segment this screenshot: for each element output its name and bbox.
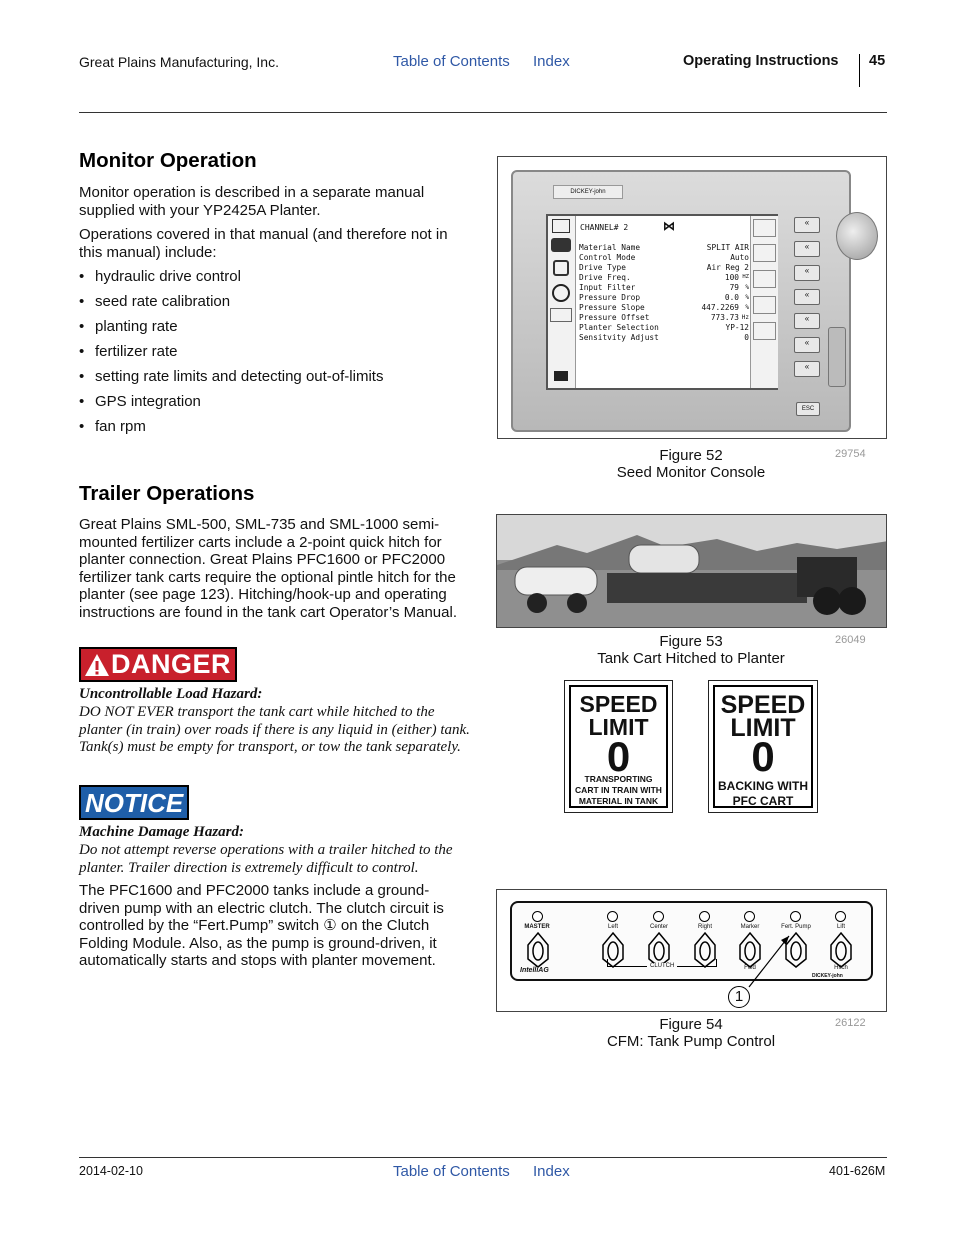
figure-52-image <box>497 156 887 439</box>
console-screen <box>546 214 778 390</box>
screen-channel: CHANNEL# 2 <box>580 223 629 232</box>
intelliag-icon <box>550 308 572 322</box>
row-value: 447.2269 <box>701 303 739 312</box>
figure-52-caption: Seed Monitor Console <box>616 464 766 481</box>
row-label: Drive Freq. <box>579 273 631 282</box>
console-button: « <box>794 313 820 329</box>
row-value: 0 <box>744 333 749 342</box>
console-button: « <box>794 265 820 281</box>
figure-54-caption: CFM: Tank Pump Control <box>606 1033 776 1050</box>
notice-text: NOTICE <box>85 788 184 818</box>
switch-label: Marker <box>740 924 760 930</box>
console-knob <box>836 212 878 260</box>
danger-label <box>79 647 237 682</box>
switch-bottom-label: Hitch <box>834 965 848 971</box>
sign-sub-1: BACKING WITH <box>718 779 808 793</box>
footer-toc-link[interactable]: Table of Contents <box>393 1163 510 1180</box>
danger-title: Uncontrollable Load Hazard: <box>79 686 263 702</box>
row-value: SPLIT AIR <box>706 243 749 252</box>
figure-54-number: Figure 54 <box>659 1016 723 1033</box>
monitor-heading: Monitor Operation <box>79 149 257 172</box>
dickey-john-logo: DICKEY-john <box>812 973 843 979</box>
sign-sub-2: CART IN TRAIN WITH <box>575 785 662 795</box>
footer-rule <box>79 1157 887 1158</box>
figure-52-number: Figure 52 <box>659 447 723 464</box>
notice-text-body: Do not attempt reverse operations with a trailer hitched to the planter. Trailer direction is extremely difficult to control. <box>79 842 453 876</box>
sign-sub-3: MATERIAL IN TANK <box>578 796 659 806</box>
sign-speed: SPEED <box>579 691 658 717</box>
console-handle <box>828 327 846 387</box>
callout-leader <box>497 890 887 1012</box>
console-brand: DICKEY-john <box>553 185 623 199</box>
console-button: « <box>794 217 820 233</box>
steering-wheel-icon <box>552 284 570 302</box>
sign-number: 0 <box>606 733 631 780</box>
header-index-link[interactable]: Index <box>533 53 570 70</box>
camera-icon <box>554 371 568 381</box>
row-value: 79 <box>729 283 739 292</box>
speed-limit-sign-backing <box>708 680 818 813</box>
figure-52-id: 29754 <box>835 448 866 460</box>
figure-53-id: 26049 <box>835 634 866 646</box>
row-label: Drive Type <box>579 263 626 272</box>
row-label: Control Mode <box>579 253 636 262</box>
sidebar-rec-icon <box>552 219 570 233</box>
figure-54-id: 26122 <box>835 1017 866 1029</box>
trailer-heading: Trailer Operations <box>79 482 255 505</box>
figure-53-image <box>496 514 887 628</box>
company-name: Great Plains Manufacturing, Inc. <box>79 54 279 70</box>
sign-number: 0 <box>751 733 775 780</box>
softkey-label <box>753 270 776 288</box>
softkey-label <box>753 219 776 237</box>
notice-label <box>79 785 189 820</box>
row-label: Sensitvity Adjust <box>579 333 659 342</box>
row-value: 0.0 <box>724 293 739 302</box>
tank-cart-photo <box>497 515 887 628</box>
sign-border <box>713 685 813 808</box>
row-label: Planter Selection <box>579 323 659 332</box>
sign-limit: LIMIT <box>730 714 796 742</box>
footer-date: 2014-02-10 <box>79 1164 143 1178</box>
clutch-label: CLUTCH <box>647 963 677 969</box>
row-unit: % <box>745 304 749 311</box>
screen-sidebar <box>548 216 576 388</box>
switch-label: Lift <box>836 924 845 930</box>
switch-label: Fert. Pump <box>781 924 811 930</box>
monitor-para-1: Monitor operation is described in a separate manual supplied with your YP2425A Planter. <box>79 184 425 219</box>
console-button: « <box>794 361 820 377</box>
row-label: Material Name <box>579 243 641 252</box>
footer-index-link[interactable]: Index <box>533 1163 570 1180</box>
footer-doc-number: 401-626M <box>829 1164 886 1178</box>
page-number: 45 <box>869 53 886 69</box>
header-toc-link[interactable]: Table of Contents <box>393 53 510 70</box>
switch-label: Right <box>697 924 712 930</box>
row-unit: % <box>745 284 749 291</box>
pfc-para: The PFC1600 and PFC2000 tanks include a ground-driven pump with an electric clutch. The clutch circuit is controlled by the “Fert.Pump” switch ① on the Clutch Folding Module. Also, as the pump is ground-driven, it automatically starts and stops with planter movement. <box>79 882 444 969</box>
row-unit: HZ <box>742 274 749 280</box>
row-value: Auto <box>730 253 749 262</box>
row-label: Pressure Slope <box>579 303 645 312</box>
sign-sub-1: TRANSPORTING <box>584 774 653 784</box>
sign-speed: SPEED <box>720 691 806 719</box>
row-value: 773.73 <box>710 313 739 322</box>
row-label: Pressure Drop <box>579 293 641 302</box>
screen-softkeys <box>750 216 778 388</box>
softkey-label <box>753 296 776 314</box>
danger-text-body: DO NOT EVER transport the tank cart while hitched to the planter (in train) over roads if there is any liquid in (either) tank. Tank(s) must be empty for transport, or tow the tank separately. <box>79 704 470 755</box>
console-button: « <box>794 241 820 257</box>
row-unit: Hz <box>741 314 749 321</box>
softkey-label <box>753 322 776 340</box>
row-label: Input Filter <box>579 283 636 292</box>
valve-icon: ⋈ <box>663 219 675 233</box>
figure-54-image <box>496 889 887 1012</box>
callout-1: 1 <box>728 986 750 1008</box>
switch-label: Left <box>607 924 618 930</box>
row-value: Air Reg 2 <box>706 263 749 272</box>
row-label: Pressure Offset <box>579 313 650 322</box>
warning-icon <box>84 653 110 677</box>
switch-label: Center <box>649 924 668 930</box>
danger-text: DANGER <box>111 649 232 679</box>
intelliag-logo: IntelliAG <box>520 967 549 974</box>
satellite-icon <box>553 260 569 276</box>
header-rule <box>79 112 887 113</box>
row-unit: % <box>745 294 749 301</box>
switch-bottom-label: Fold <box>744 965 756 971</box>
row-value: YP-12 <box>725 323 749 332</box>
section-title: Operating Instructions <box>683 53 839 69</box>
header-divider <box>859 54 860 87</box>
sign-limit: LIMIT <box>588 714 649 740</box>
speed-limit-sign-transport <box>564 680 673 813</box>
figure-53-caption: Tank Cart Hitched to Planter <box>597 650 785 667</box>
switch-label: MASTER <box>524 924 550 930</box>
softkey-label <box>753 244 776 262</box>
console-button: « <box>794 337 820 353</box>
notice-title: Machine Damage Hazard: <box>79 824 244 840</box>
sign-border <box>569 685 668 808</box>
console-button: « <box>794 289 820 305</box>
monitor-para-2: Operations covered in that manual (and therefore not in this manual) include: <box>79 226 448 261</box>
row-value: 100 <box>724 273 739 282</box>
figure-53-number: Figure 53 <box>659 633 723 650</box>
tractor-icon <box>551 238 571 252</box>
trailer-para: Great Plains SML-500, SML-735 and SML-1000 semi-mounted fertilizer carts include a 2-point quick hitch for planter connection. Great Plains PFC1600 or PFC2000 fertilizer tank carts require the optional pintle hitch for the planter (see page 123). Hitching/hook-up and operating instructions are found in the tank cart Operator’s Manual. <box>79 516 457 621</box>
sign-sub-2: PFC CART <box>732 794 794 808</box>
esc-button: ESC <box>796 402 820 416</box>
